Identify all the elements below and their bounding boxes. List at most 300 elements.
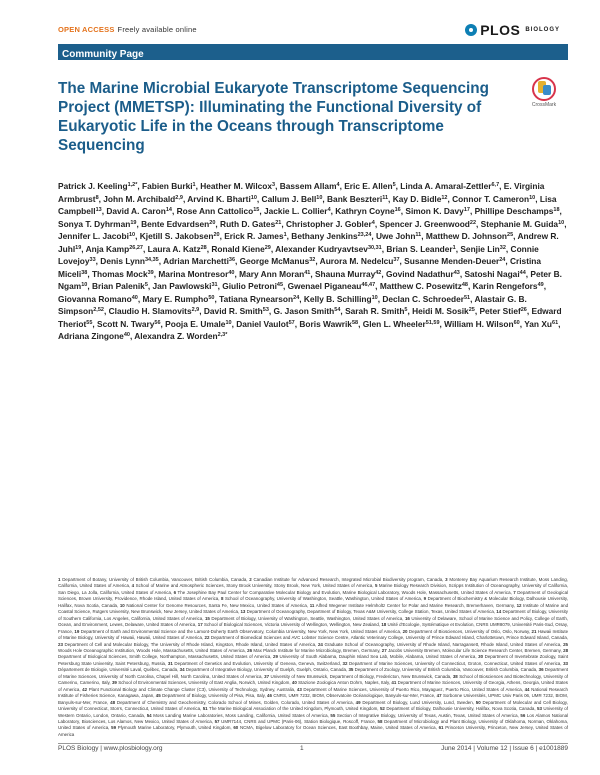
author-name: Patrick J. Keeling xyxy=(58,181,128,191)
affiliation-text: Department of Marine Sciences, University of Connecticut, Groton, Connecticut, United States of America, xyxy=(349,660,562,666)
author-name: Aurora M. Nedelcu xyxy=(319,256,394,266)
footer-issue: June 2014 | Volume 12 | Issue 6 | e1001889 xyxy=(441,745,568,752)
author-affiliation-ref: 43 xyxy=(453,269,460,276)
affiliation-number: 59 xyxy=(111,725,117,731)
affiliation-text: Max Planck Institute for Marine Microbiology, Bremen, Germany, xyxy=(253,647,381,653)
author-entry xyxy=(345,306,407,316)
affiliation-entry xyxy=(249,577,443,582)
author-affiliation-ref: 32 xyxy=(499,244,506,251)
affiliation-entry xyxy=(147,713,329,718)
affiliation-text: Hawaii Institute of Marine Biology, University of Hawaii, Hawaii, United States of America, xyxy=(58,628,569,641)
author-name: Declan C. Schroeder xyxy=(382,293,464,304)
author-affiliation-ref: 10 xyxy=(316,194,323,201)
affiliation-text: School of Marine and Atmospheric Sciences, Stony Brook University, Stony Brook, New York, United States of America, xyxy=(135,583,374,589)
affiliation-text: Department of Oceanography, Department of Biology, Texas A&M University, College Station, Texas, United States of America, xyxy=(246,609,496,615)
author-affiliation-ref: 5 xyxy=(404,307,408,313)
author-affiliation-ref: 5 xyxy=(144,282,148,288)
footer-journal: PLOS Biology | www.plosbiology.org xyxy=(58,745,163,752)
author-entry xyxy=(299,319,358,329)
author-entry xyxy=(103,194,183,204)
author-list: Patrick J. Keeling$^{1,2*}$, Fabien Burki$^1$, Heather M. Wilcox$^3$, Bassem Allam$^4$, Eric E. Allen$^5$, Linda A. Amaral-Zettler$^{6,7}$, E. Virginia Armbrust$^8$, John M. Archibald$^{2,9}$, Arvind K. Bharti$^{10}$, Callum J. Bell$^{10}$, Bank Beszteri$^{11}$, Kay D. Bidle$^{12}$, Connor T. Cameron$^{10}$, Lisa Campbell$^{13}$, David A. Caron$^{14}$, Rose Ann Cattolico$^{15}$, Jackie L. Collier$^4$, Kathryn Coyne$^{16}$, Simon K. Davy$^{17}$, Phillipe Deschamps$^{18}$, Sonya T. Dyhrman$^{19}$, Bente Edvardsen$^{20}$, Ruth D. Gates$^{21}$, Christopher J. Gobler$^4$, Spencer J. Greenwood$^{22}$, Stephanie M. Guida$^{10}$, Jennifer L. Jacobi$^{10}$, Kjetill S. Jakobsen$^{20}$, Erick R. James$^1$, Bethany Jenkins$^{23,24}$, Uwe John$^{11}$, Matthew D. Johnson$^{25}$, Andrew R. Juhl$^{19}$, Anja Kamp$^{26,27}$, Laura A. Katz$^{28}$, Ronald Kiene$^{29}$, Alexander Kudryavtsev$^{30,31}$, Brian S. Leander$^1$, Senjie Lin$^{32}$, Connie Lovejoy$^{33}$, Denis Lynn$^{34,35}$, Adrian Marchetti$^{36}$, George McManus$^{32}$, Aurora M. Nedelcu$^{37}$, Susanne Menden-Deuer$^{24}$, Cristina Miceli$^{38}$, Thomas Mock$^{39}$, Marina Montresor$^{40}$, Mary Ann Moran$^{41}$, Shauna Murray$^{42}$, Govind Nadathur$^{43}$, Satoshi Nagai$^{44}$, Peter B. Ngam$^{10}$, Brian Palenik$^5$, Jan Pawlowski$^{31}$, Giulio Petroni$^{45}$, Gwenael Piganeau$^{46,47}$, Matthew C. Posewitz$^{48}$, Karin Rengefors$^{49}$, Giovanna Romano$^{40}$, Mary E. Rumpho$^{50}$, Tatiana Rynearson$^{24}$, Kelly B. Schilling$^{10}$, Declan C. Schroeder$^{51}$, Alastair G. B. Simpson$^{2,52}$, Claudio H. Slamovits$^{2,9}$, David R. Smith$^{53}$, G. Jason Smith$^{54}$, Sarah R. Smith$^5$, Heidi M. Sosik$^{25}$, Peter Stief$^{26}$, Edward Theriot$^{55}$, Scott N. Twary$^{56}$, Pooja E. Umale$^{10}$, Daniel Vaulot$^{57}$, Boris Wawrik$^{58}$, Glen L. Wheeler$^{51,59}$, William H. Wilson$^{60}$, Yan Xu$^{61}$, Adriana Zingone$^{40}$, Alexandra Z. Worden$^{2,3*}$ xyxy=(58,181,567,341)
author-entry xyxy=(224,231,286,241)
author-affiliation-ref: 28 xyxy=(200,244,207,251)
affiliation-number: 30 xyxy=(478,654,484,660)
affiliation-text: University of Delaware, School of Marine Science and Policy, College of Earth, Ocean, and Environment, Lewes, Delaware, United States of America, xyxy=(58,615,569,628)
author-name: Fabien Burki xyxy=(142,181,193,191)
author-entry xyxy=(141,219,215,229)
author-name: Shauna Murray xyxy=(314,268,376,279)
affiliation-entry xyxy=(58,577,248,582)
affiliation-entry xyxy=(74,629,401,634)
affiliation-text: Alfred Wegener Institute Helmholtz Center for Polar and Marine Research, Bremerhaven, Germany, xyxy=(315,602,515,608)
author-name: Ronald Kiene xyxy=(211,243,265,254)
author-affiliation-ref: 40 xyxy=(228,269,235,276)
author-entry xyxy=(140,231,220,241)
affiliation-number: 5 xyxy=(374,583,378,589)
author-entry xyxy=(275,244,382,254)
affiliation-entry xyxy=(356,700,474,705)
author-name: Jackie L. Collier xyxy=(264,206,328,216)
author-affiliation-ref: 10 xyxy=(225,319,232,326)
author-name: Kay D. Bidle xyxy=(392,193,442,204)
author-name: Linda A. Amaral-Zettler xyxy=(400,181,492,191)
author-entry xyxy=(444,319,520,329)
affiliation-text: Los Alamos National Laboratory, Biosciences, Los Alamos, New Mexico, United States of America, xyxy=(58,712,569,724)
affiliation-text: University of New Brunswick, Department of Biology, Fredericton, New Brunswick, Canada, xyxy=(270,673,452,679)
author-affiliation-ref: 51,59 xyxy=(425,319,440,326)
author-affiliation-ref: 54 xyxy=(334,307,341,313)
crossmark-label: CrossMark xyxy=(531,102,557,108)
author-name: Bethany Jenkins xyxy=(291,231,358,241)
author-affiliation-ref: 10 xyxy=(371,294,378,301)
affiliation-text: Unité d'Ecologie, Systématique et Evolution, CNRS UMR8079, Université Paris-Sud, Orsay, France, xyxy=(58,622,569,634)
affiliation-number: 10 xyxy=(119,602,125,608)
affiliation-number: 14 xyxy=(496,609,502,615)
affiliation-text: Département de Biologie, Université Laval, Québec, Canada, xyxy=(58,667,179,673)
author-name: Senjie Lin xyxy=(460,243,500,254)
author-affiliation-ref: 1,2* xyxy=(127,182,138,188)
author-name: Bente Edvardsen xyxy=(141,218,210,229)
author-name: Thomas Mock xyxy=(91,268,148,279)
author-affiliation-ref: 49 xyxy=(537,282,544,288)
affiliation-number: 18 xyxy=(381,622,387,628)
author-entry xyxy=(106,206,172,216)
affiliation-entry xyxy=(267,693,435,698)
author-entry xyxy=(404,256,505,266)
author-entry xyxy=(134,331,227,341)
author-name: David A. Caron xyxy=(106,206,166,216)
affiliation-entry xyxy=(264,674,451,679)
author-affiliation-ref: 45 xyxy=(276,282,284,288)
affiliation-number: 56 xyxy=(520,712,526,718)
author-affiliation-ref: 10 xyxy=(128,232,136,238)
author-name: Heidi M. Sosik xyxy=(412,306,469,316)
affiliation-text: Plant Functional Biology and Climate Change Cluster (C3), University of Technology, Sydney, Australia, xyxy=(88,686,296,692)
author-name: Susanne Menden-Deuer xyxy=(404,256,500,266)
affiliation-number: 54 xyxy=(146,712,152,718)
affiliation-number: 42 xyxy=(82,686,88,692)
author-affiliation-ref: 10 xyxy=(558,219,565,226)
author-name: Matthew C. Posewitz xyxy=(379,281,462,291)
author-entry xyxy=(148,244,207,254)
affiliation-number: 25 xyxy=(563,641,569,647)
affiliation-number: 12 xyxy=(516,602,522,608)
affiliation-entry xyxy=(132,583,374,588)
affiliation-number: 34 xyxy=(179,667,185,673)
affiliation-text: Jacobs University Bremen, Molecular Life Science Research Center, Bremen, Germany, xyxy=(388,647,562,653)
author-name: William H. Wilson xyxy=(444,318,514,329)
author-entry xyxy=(92,281,148,291)
author-affiliation-ref: 31 xyxy=(211,282,218,288)
affiliation-text: Graduate School of Oceanography, University of Rhode Island, Narragansett, Rhode Island, United States of America, xyxy=(324,641,562,647)
author-name: Mary Ann Moran xyxy=(239,268,305,279)
affiliation-text: Department of Biochemistry & Molecular Biology, Dalhousie University, Halifax, Nova Scotia, Canada, xyxy=(58,596,569,608)
affiliation-text: Department of Biology, University of Washington, Seattle, Washington, United States of America, xyxy=(211,615,404,621)
author-entry xyxy=(142,181,196,191)
affiliation-number: 1 xyxy=(58,577,61,582)
author-entry xyxy=(262,194,323,204)
article-title: The Marine Microbial Eukaryote Transcriptome Sequencing Project (MMETSP): Illuminating the Functional Diversity of Eukaryotic Life in the Oceans through Transcriptome Sequencing xyxy=(58,80,489,154)
affiliation-text: Department of Biology, Lund University, Lund, Sweden, xyxy=(362,699,474,705)
author-entry xyxy=(452,194,535,204)
affiliation-number: 35 xyxy=(348,667,354,673)
affiliation-entry xyxy=(380,706,536,711)
plos-logo[interactable] xyxy=(465,22,560,38)
author-name: Boris Wawrik xyxy=(299,318,352,329)
affiliation-number: 28 xyxy=(563,647,569,653)
affiliation-text: Department of Biology, University of Southern California, Los Angeles, California, United States of America, xyxy=(58,609,569,621)
open-access-note: Freely available online xyxy=(117,25,197,34)
affiliation-number: 51 xyxy=(202,706,208,712)
author-entry xyxy=(380,281,468,291)
author-affiliation-ref: 4 xyxy=(327,207,331,213)
affiliation-number: 44 xyxy=(524,686,530,692)
author-affiliation-ref: 37 xyxy=(393,257,400,263)
category-label: Community Page xyxy=(62,49,144,60)
affiliation-text: Department of Biology, University of Pisa, Pisa, Italy, xyxy=(162,693,266,699)
affiliation-entry xyxy=(168,661,341,666)
affiliation-text: Department of Geological Sciences, Brown University, Providence, Rhode Island, United States of America, xyxy=(58,589,569,602)
crossmark-badge[interactable] xyxy=(524,77,564,108)
author-entry xyxy=(464,269,525,279)
affiliation-entry xyxy=(310,603,515,608)
author-affiliation-ref: 17 xyxy=(463,207,470,213)
affiliation-text: School of Oceanography, University of Washington, Seattle, Washington, United States of America, xyxy=(224,596,423,602)
author-affiliation-ref: 8 xyxy=(95,194,99,201)
author-entry xyxy=(363,319,440,329)
author-entry xyxy=(86,244,143,254)
author-affiliation-ref: 1 xyxy=(283,232,287,238)
author-affiliation-ref: 29 xyxy=(264,244,271,251)
affiliation-text: Princeton University, Princeton, New Jersey, United States of America xyxy=(58,725,569,737)
author-affiliation-ref: 11 xyxy=(382,194,389,201)
affiliation-entry xyxy=(203,706,379,711)
author-name: Rose Ann Cattolico xyxy=(176,206,254,216)
author-name: Arvind K. Bharti xyxy=(187,193,251,204)
affiliation-number: 8 xyxy=(220,596,224,602)
author-name: Stephanie M. Guida xyxy=(480,218,559,229)
author-name: Spencer J. Greenwood xyxy=(379,218,470,229)
author-name: Alexandra Z. Worden xyxy=(134,331,218,341)
affiliation-text: Department of Earth and Environmental Science and the Lamont-Doherty Earth Observatory, Columbia University, New York, New York, United States of America, xyxy=(80,628,402,634)
author-name: Giovanna Romano xyxy=(58,293,132,304)
affiliation-entry xyxy=(156,693,266,698)
author-name: E. Virginia Armbrust xyxy=(58,181,545,204)
author-affiliation-ref: 15 xyxy=(253,207,260,213)
author-affiliation-ref: 2,3* xyxy=(217,332,228,338)
author-entry xyxy=(286,219,375,229)
affiliation-entry xyxy=(297,687,523,692)
author-entry xyxy=(386,269,460,279)
affiliation-entry xyxy=(233,725,437,730)
affiliation-entry xyxy=(292,680,390,685)
affiliation-number: 26 xyxy=(247,647,253,653)
author-name: Matthew D. Johnson xyxy=(425,231,508,241)
affiliation-text: UMR7144, CNRS and UPMC (Paris-06), Station Biologique, Roscoff, France, xyxy=(221,718,376,724)
author-affiliation-ref: 46,47 xyxy=(361,282,376,288)
affiliation-number: 41 xyxy=(391,680,397,686)
affiliation-entry xyxy=(221,596,422,601)
author-name: Connie Lovejoy xyxy=(58,243,539,266)
affiliation-text: Department of Marine Sciences, University of Georgia, Athens, Georgia, United States of America, xyxy=(58,680,569,692)
affiliation-entry xyxy=(180,667,348,672)
author-affiliation-ref: 61 xyxy=(552,319,559,326)
author-affiliation-ref: 2,9 xyxy=(191,307,200,313)
affiliation-list xyxy=(58,577,568,738)
affiliation-number: 3 xyxy=(445,577,448,582)
author-name: Yan Xu xyxy=(524,318,553,329)
affiliation-number: 52 xyxy=(379,706,385,712)
affiliation-number: 38 xyxy=(452,673,458,679)
author-affiliation-ref: 19 xyxy=(130,219,137,226)
author-name: Sarah R. Smith xyxy=(345,306,405,316)
author-affiliation-ref: 38 xyxy=(81,269,88,276)
author-entry xyxy=(58,219,136,229)
affiliation-text: Department of Marine Sciences, University of North Carolina, Chapel Hill, North Carolina, United States of America, xyxy=(58,667,569,679)
footer-divider xyxy=(58,743,568,744)
author-entry xyxy=(280,181,340,191)
author-name: Jan Pawlowski xyxy=(152,281,212,291)
author-entry xyxy=(376,231,421,241)
affiliation-entry xyxy=(348,667,537,672)
author-name: George McManus xyxy=(239,256,310,266)
affiliation-entry xyxy=(174,590,512,595)
affiliation-text: Department of Chemistry and Geochemistry, Colorado School of Mines, Golden, Colorado, United States of America, xyxy=(116,699,354,705)
affiliation-text: Section of Integrative Biology, University of Texas, Austin, Texas, United States of America, xyxy=(336,712,519,718)
author-name: Sonya T. Dyhrman xyxy=(58,218,131,229)
author-name: Heather M. Wilcox xyxy=(200,181,273,191)
author-entry xyxy=(219,294,299,304)
affiliation-number: 4 xyxy=(131,583,135,589)
affiliation-number: 20 xyxy=(402,628,408,634)
author-affiliation-ref: 6,7 xyxy=(491,182,500,188)
author-affiliation-ref: 26 xyxy=(520,307,527,313)
author-entry xyxy=(382,294,470,304)
author-affiliation-ref: 20 xyxy=(213,232,220,238)
author-affiliation-ref: 2,9 xyxy=(175,194,183,201)
author-entry xyxy=(393,194,448,204)
author-entry xyxy=(460,244,506,254)
author-entry xyxy=(236,319,295,329)
author-affiliation-ref: 1 xyxy=(452,244,456,251)
author-entry xyxy=(58,331,130,341)
author-affiliation-ref: 50 xyxy=(208,294,215,301)
author-name: Andrew R. Juhl xyxy=(58,231,559,254)
author-entry xyxy=(335,206,400,216)
affiliation-text: National Center for Genome Resources, Santa Fe, New Mexico, United States of America, xyxy=(126,602,309,608)
affiliation-number: 27 xyxy=(381,647,387,653)
author-name: Scott N. Twary xyxy=(97,318,155,329)
affiliation-text: Department of Molecular and Cell Biology, University of Connecticut, Storrs, Connecticut, United States of America, xyxy=(58,699,569,712)
author-name: Pooja E. Umale xyxy=(165,318,226,329)
author-affiliation-ref: 42 xyxy=(375,269,382,276)
affiliation-entry xyxy=(110,700,354,705)
author-entry xyxy=(92,269,154,279)
author-entry xyxy=(58,294,138,304)
affiliation-text: Sorbonne Universités, UPMC Univ Paris 06, UMR 7232, BIOM, Banyuls-sur-Mer, France, xyxy=(58,693,569,705)
author-name: Gwenael Piganeau xyxy=(287,281,362,291)
affiliation-text: Department of Zoology, University of British Columbia, Vancouver, British Columbia, Canada, xyxy=(354,667,538,673)
affiliation-number: 43 xyxy=(296,686,302,692)
affiliation-number: 40 xyxy=(291,680,297,686)
author-affiliation-ref: 40 xyxy=(123,332,130,338)
affiliation-entry xyxy=(198,622,380,627)
affiliation-number: 55 xyxy=(330,712,336,718)
author-name: Eric E. Allen xyxy=(344,181,393,191)
affiliation-text: Marine Biology Research Division, Scripps Institution of Oceanography, University of California, San Diego, La Jolla, California, United States of America, xyxy=(58,583,569,595)
author-entry xyxy=(177,206,260,216)
author-affiliation-ref: 30,31 xyxy=(367,244,382,251)
affiliation-entry xyxy=(273,654,477,659)
author-name: Erick R. James xyxy=(224,231,284,241)
author-entry xyxy=(97,319,160,329)
affiliation-number: 33 xyxy=(563,660,569,666)
affiliation-text: NCMA, Bigelow Laboratory for Ocean Sciences, East Boothbay, Maine, United States of America, xyxy=(239,725,437,731)
affiliation-entry xyxy=(112,680,291,685)
author-affiliation-ref: 4 xyxy=(336,182,340,188)
author-name: Alastair G. B. Simpson xyxy=(58,293,527,316)
author-name: Connor T. Cameron xyxy=(452,193,530,204)
author-affiliation-ref: 21 xyxy=(275,219,282,226)
affiliation-entry xyxy=(330,713,518,718)
affiliation-entry xyxy=(205,616,404,621)
affiliation-text: Stazione Zoologica Anton Dohrn, Naples, Italy, xyxy=(298,680,391,686)
author-affiliation-ref: 18 xyxy=(553,207,560,213)
author-affiliation-ref: 11 xyxy=(415,232,422,238)
author-entry xyxy=(109,306,200,316)
affiliation-text: Department of Biological Sciences, Smith College, Northampton, Massachusetts, United States of America, xyxy=(58,654,272,660)
author-name: Kathryn Coyne xyxy=(335,206,395,216)
author-affiliation-ref: 34,35 xyxy=(144,257,159,263)
affiliation-text: Department of Marine Sciences, University of Puerto Rico, Mayaguez, Puerto Rico, United States of America, xyxy=(303,686,523,692)
affiliation-number: 2 xyxy=(249,577,252,582)
author-affiliation-ref: 1 xyxy=(192,182,196,188)
author-affiliation-ref: 2,52 xyxy=(93,307,104,313)
author-affiliation-ref: 10 xyxy=(529,194,536,201)
affiliation-entry xyxy=(215,719,376,724)
affiliation-number: 19 xyxy=(74,628,80,634)
affiliation-number: 9 xyxy=(423,596,427,602)
affiliation-number: 23 xyxy=(58,641,63,647)
author-name: Govind Nadathur xyxy=(386,268,454,279)
affiliation-number: 16 xyxy=(404,615,410,621)
affiliation-text: CNRS, UMR 7232, BIOM, Observatoire Océanologique, Banyuls-sur-Mer, France, xyxy=(273,693,436,699)
author-name: Tatiana Rynearson xyxy=(219,293,294,304)
author-affiliation-ref: 32 xyxy=(309,257,316,263)
author-name: Peter B. Ngam xyxy=(58,268,562,291)
footer-page-number: 1 xyxy=(300,745,304,752)
affiliation-entry xyxy=(343,661,562,666)
affiliation-number: 61 xyxy=(438,725,444,731)
author-name: Uwe John xyxy=(376,231,416,241)
author-name: Bassem Allam xyxy=(279,181,337,191)
author-entry xyxy=(274,306,341,316)
author-name: Claudio H. Slamovits xyxy=(108,306,192,316)
author-entry xyxy=(320,256,400,266)
author-entry xyxy=(239,269,310,279)
crossmark-icon[interactable] xyxy=(532,77,556,101)
author-affiliation-ref: 56 xyxy=(154,319,161,326)
author-entry xyxy=(222,281,283,291)
affiliation-number: 50 xyxy=(475,699,481,705)
author-affiliation-ref: 25 xyxy=(507,232,514,238)
affiliation-number: 21 xyxy=(531,628,537,634)
author-affiliation-ref: 24 xyxy=(293,294,300,301)
affiliation-text: Department of Biosciences, University of Oslo, Oslo, Norway, xyxy=(408,628,531,634)
category-banner xyxy=(58,44,568,60)
author-entry xyxy=(475,206,560,216)
author-affiliation-ref: 41 xyxy=(304,269,311,276)
affiliation-text: National Research Institute of Fisheries Science, Kanagawa, Japan, xyxy=(58,686,568,699)
author-entry xyxy=(142,294,214,304)
author-entry xyxy=(315,269,381,279)
affiliation-number: 37 xyxy=(264,673,270,679)
author-name: Christopher J. Gobler xyxy=(285,218,372,229)
author-name: Daniel Vaulot xyxy=(236,318,289,329)
affiliation-entry xyxy=(382,648,562,653)
plos-wordmark: PLOS xyxy=(480,22,521,38)
author-entry xyxy=(481,219,565,229)
author-name: Anja Kamp xyxy=(85,243,130,254)
author-entry xyxy=(291,231,371,241)
author-affiliation-ref: 12 xyxy=(441,194,448,201)
author-name: Denis Lynn xyxy=(100,256,145,266)
affiliation-text: School of Environmental Sciences, University of East Anglia, Norwich, United Kingdom, xyxy=(118,680,291,686)
affiliation-text: Monterey Bay Aquarium Research Institute, Moss Landing, California, United States of America, xyxy=(58,577,569,589)
author-name: Mary E. Rumpho xyxy=(142,293,209,304)
author-name: Adrian Marchetti xyxy=(163,256,229,266)
author-affiliation-ref: 20 xyxy=(209,219,216,226)
author-affiliation-ref: 39 xyxy=(147,269,154,276)
author-affiliation-ref: 10 xyxy=(81,282,88,288)
author-name: Giulio Petroni xyxy=(222,281,277,291)
author-affiliation-ref: 51 xyxy=(464,294,471,301)
author-entry xyxy=(288,281,376,291)
author-name: Brian S. Leander xyxy=(386,243,453,254)
affiliation-number: 32 xyxy=(342,660,348,666)
affiliation-text: Department of Genetics and Evolution, University of Geneva, Geneva, Switzerland, xyxy=(174,660,341,666)
affiliation-text: Plymouth Marine Laboratory, Plymouth, United Kingdom, xyxy=(117,725,232,731)
author-entry xyxy=(153,281,218,291)
author-entry xyxy=(204,306,269,316)
author-entry xyxy=(211,244,270,254)
affiliation-number: 11 xyxy=(309,602,315,608)
author-affiliation-ref: 36 xyxy=(228,257,236,263)
affiliation-text: Department of Microbiology and Plant Biology, University of Oklahoma, Norman, Oklahoma, United States of America, xyxy=(58,718,569,731)
author-entry xyxy=(165,319,231,329)
affiliation-text: Canadian Institute for Advanced Research, Integrated Microbial Biodiversity program, Canada, xyxy=(253,577,444,582)
affiliation-number: 53 xyxy=(537,706,542,712)
